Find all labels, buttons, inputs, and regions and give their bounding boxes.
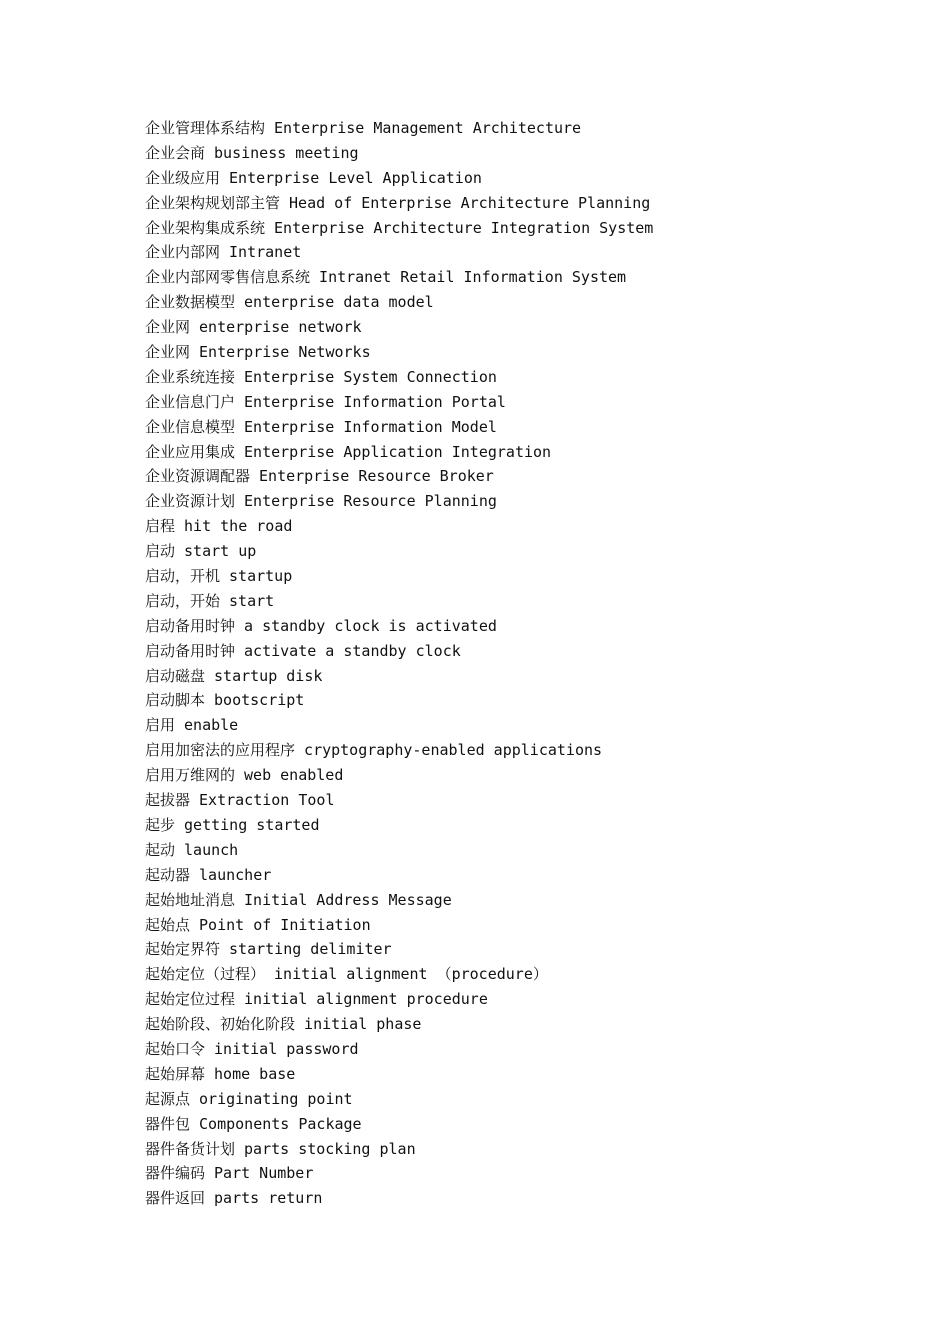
glossary-entry: 起拔器 Extraction Tool bbox=[145, 791, 335, 810]
glossary-entry: 企业网 enterprise network bbox=[145, 318, 362, 337]
glossary-entry: 企业内部网零售信息系统 Intranet Retail Information System bbox=[145, 268, 627, 287]
glossary-entry: 起始定位过程 initial alignment procedure bbox=[145, 990, 488, 1009]
glossary-entry: 企业网 Enterprise Networks bbox=[145, 343, 371, 362]
glossary-entry: 启动脚本 bootscript bbox=[145, 691, 305, 710]
glossary-entry: 启动 start up bbox=[145, 542, 257, 561]
glossary-entry: 企业内部网 Intranet bbox=[145, 243, 302, 262]
glossary-entry: 起动 launch bbox=[145, 840, 239, 859]
glossary-entry: 企业信息模型 Enterprise Information Model bbox=[145, 417, 497, 436]
glossary-entry: 企业系统连接 Enterprise System Connection bbox=[145, 367, 497, 386]
glossary-entry: 器件返回 parts return bbox=[145, 1189, 323, 1208]
glossary-entry: 起始点 Point of Initiation bbox=[145, 915, 371, 934]
glossary-entry: 起始地址消息 Initial Address Message bbox=[145, 890, 452, 909]
glossary-entry: 启用万维网的 web enabled bbox=[145, 766, 344, 785]
glossary-entry: 企业管理体系结构 Enterprise Management Architecture bbox=[145, 119, 582, 137]
glossary-entry: 器件备货计划 parts stocking plan bbox=[145, 1139, 416, 1158]
glossary-entry: 企业信息门户 Enterprise Information Portal bbox=[145, 392, 506, 411]
glossary-entry: 器件编码 Part Number bbox=[145, 1164, 314, 1183]
glossary-entry: 启动备用时钟 a standby clock is activated bbox=[145, 616, 497, 635]
glossary-entry: 启动，开始 start bbox=[145, 591, 275, 610]
glossary-entry: 企业级应用 Enterprise Level Application bbox=[145, 168, 482, 187]
glossary-entry: 启程 hit the road bbox=[145, 517, 293, 536]
glossary-entry: 企业资源计划 Enterprise Resource Planning bbox=[145, 492, 497, 511]
glossary-entry: 启动，开机 startup bbox=[145, 567, 293, 586]
glossary-entry: 启动磁盘 startup disk bbox=[145, 666, 323, 685]
glossary-entry: 起源点 originating point bbox=[145, 1089, 353, 1108]
glossary-entry: 起始屏幕 home base bbox=[145, 1064, 296, 1083]
glossary-entry: 企业数据模型 enterprise data model bbox=[145, 293, 434, 312]
glossary-entry: 企业架构集成系统 Enterprise Architecture Integration System bbox=[145, 218, 654, 237]
glossary-entry: 起始定界符 starting delimiter bbox=[145, 940, 392, 959]
glossary-entry: 企业会商 business meeting bbox=[145, 143, 359, 162]
glossary-entry: 起动器 launcher bbox=[145, 865, 272, 884]
glossary-entry: 企业架构规划部主管 Head of Enterprise Architecture Planning bbox=[145, 193, 651, 212]
glossary-entry: 启用 enable bbox=[145, 716, 239, 735]
glossary-entry: 启动备用时钟 activate a standby clock bbox=[145, 641, 461, 660]
glossary-entry: 启用加密法的应用程序 cryptography-enabled applications bbox=[145, 741, 603, 760]
glossary-entry: 起始口令 initial password bbox=[145, 1039, 359, 1058]
glossary-entry: 器件包 Components Package bbox=[145, 1114, 362, 1133]
glossary-entry: 起始阶段、初始化阶段 initial phase bbox=[145, 1015, 422, 1034]
glossary-entry: 企业资源调配器 Enterprise Resource Broker bbox=[145, 467, 494, 486]
glossary-list bbox=[145, 116, 845, 1211]
glossary-entry: 企业应用集成 Enterprise Application Integration bbox=[145, 442, 552, 461]
glossary-entry: 起步 getting started bbox=[145, 815, 320, 834]
glossary-entry: 起始定位（过程） initial alignment （procedure） bbox=[145, 965, 548, 984]
